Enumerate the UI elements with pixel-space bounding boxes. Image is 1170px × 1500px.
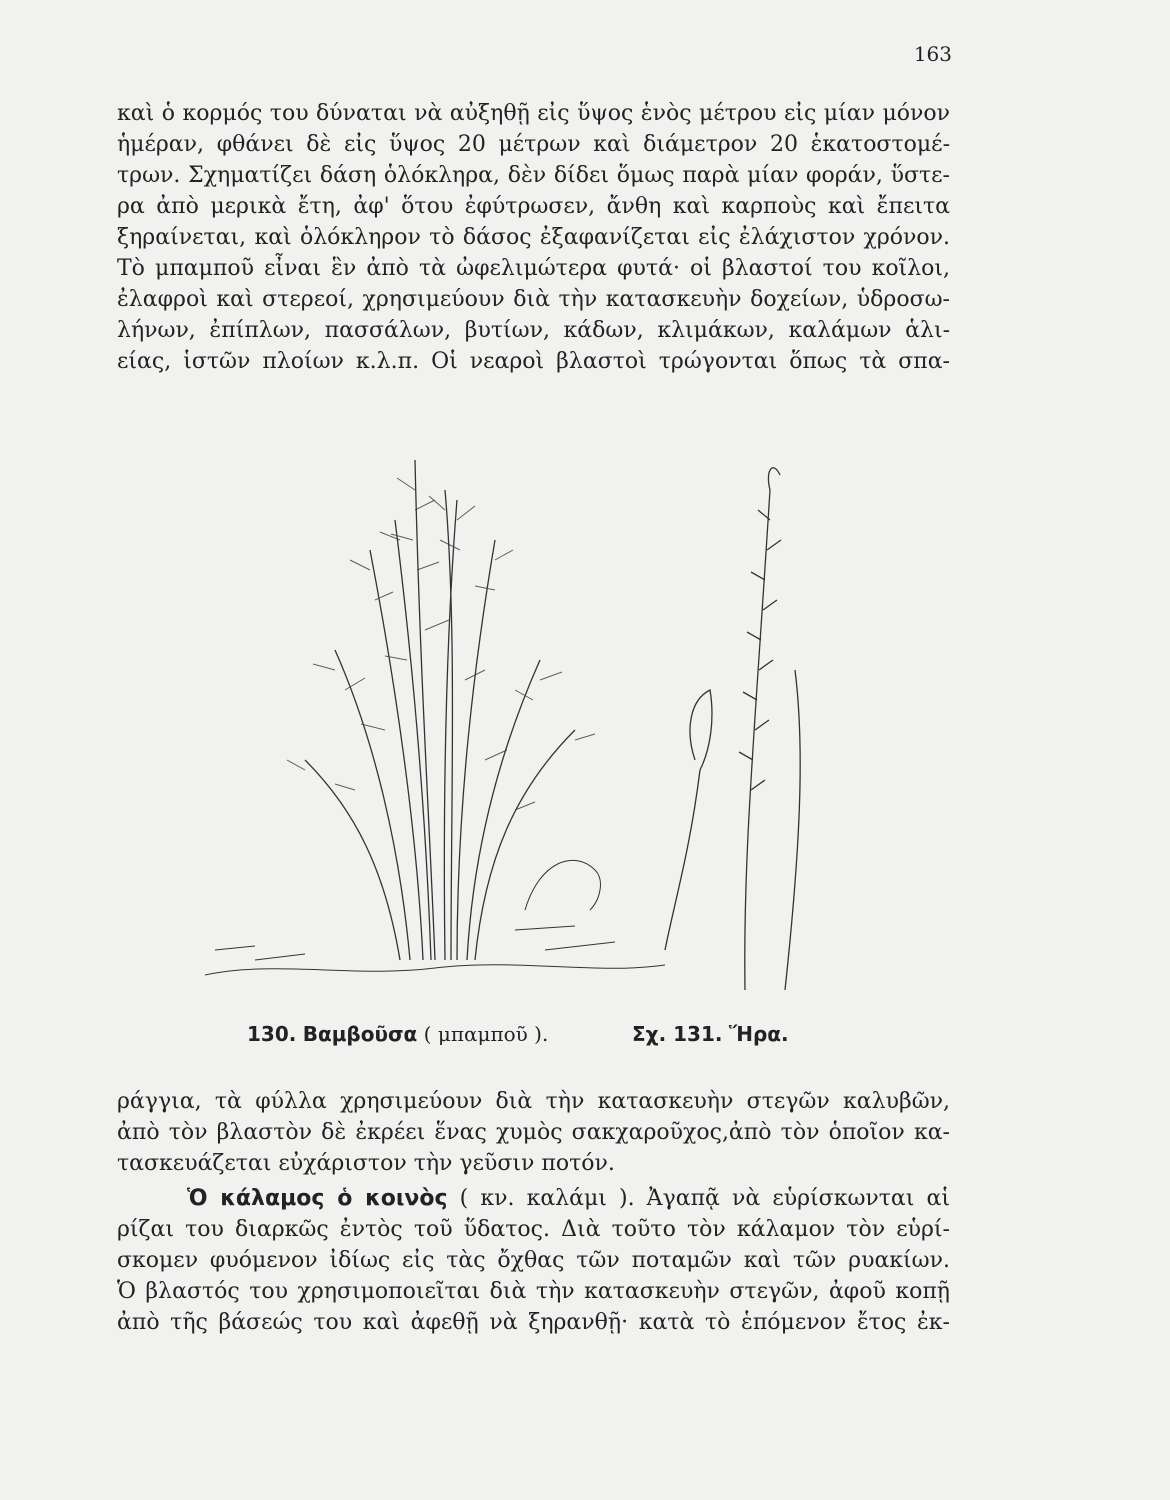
text-line: ἀπὸ τὸν βλαστὸν δὲ ἐκρέει ἕνας χυμὸς σακχαροῦχος,ἀπὸ τὸν ὁποῖον κα-: [117, 1120, 950, 1145]
figure-130-caption: [247, 1022, 548, 1046]
text-line: λήνων, ἐπίπλων, πασσάλων, βυτίων, κάδων, κλιμάκων, καλάμων ἁλι-: [117, 318, 950, 343]
text-line: ράγγια, τὰ φύλλα χρησιμεύουν διὰ τὴν κατασκευὴν στεγῶν καλυβῶν,: [117, 1089, 950, 1114]
figure-number: 130.: [247, 1022, 297, 1046]
figure-subtitle: ( μπαμποῦ ).: [423, 1022, 549, 1046]
text-line: Ὁ βλαστός του χρησιμοποιεῖται διὰ τὴν κατασκευὴν στεγῶν, ἀφοῦ κοπῇ: [117, 1279, 950, 1304]
figures: [195, 430, 835, 990]
text-line: ρα ἀπὸ μερικὰ ἔτη, ἀφ' ὅτου ἐφύτρωσεν, ἄνθη καὶ καρποὺς καὶ ἔπειτα: [117, 194, 950, 219]
bamboo-illustration: [195, 430, 835, 990]
figure-131-caption: [632, 1022, 789, 1046]
page-number: 163: [913, 42, 952, 66]
figure-title: Βαμβοῦσα: [302, 1022, 418, 1046]
text-line: ἡμέραν, φθάνει δὲ εἰς ὕψος 20 μέτρων καὶ διάμετρον 20 ἑκατοστομέ-: [117, 132, 950, 157]
text-line: [117, 1183, 950, 1214]
text-line: Τὸ μπαμποῦ εἶναι ἓν ἀπὸ τὰ ὠφελιμώτερα φυτά· οἱ βλαστοί του κοῖλοι,: [117, 256, 950, 281]
paragraph-bamboo: [117, 98, 950, 377]
text-line: καὶ ὁ κορμός του δύναται νὰ αὐξηθῇ εἰς ὕψος ἑνὸς μέτρου εἰς μίαν μόνον: [117, 101, 950, 126]
paragraph-reed: [117, 1183, 950, 1338]
figure-number: Σχ. 131.: [632, 1022, 723, 1046]
paragraph-bamboo-continued: [117, 1086, 950, 1179]
text-line: σκομεν φυόμενον ἰδίως εἰς τὰς ὄχθας τῶν ποταμῶν καὶ τῶν ρυακίων.: [117, 1248, 950, 1273]
reed-heading-rest: ( κν. καλάμι ). Ἀγαπᾷ νὰ εὑρίσκωνται αἱ: [447, 1186, 950, 1211]
text-line: είας, ἱστῶν πλοίων κ.λ.π. Οἱ νεαροὶ βλαστοὶ τρώγονται ὅπως τὰ σπα-: [117, 349, 950, 374]
figure-title: Ἥρα.: [728, 1022, 789, 1046]
reed-heading: Ὁ κάλαμος ὁ κοινὸς: [187, 1186, 448, 1211]
text-line: ἐλαφροὶ καὶ στερεοί, χρησιμεύουν διὰ τὴν κατασκευὴν δοχείων, ὑδροσω-: [117, 287, 950, 312]
text-line: ξηραίνεται, καὶ ὁλόκληρον τὸ δάσος ἐξαφανίζεται εἰς ἐλάχιστον χρόνον.: [117, 225, 950, 250]
text-line: τασκευάζεται εὐχάριστον τὴν γεῦσιν ποτόν.: [117, 1151, 615, 1176]
text-line: τρων. Σχηματίζει δάση ὁλόκληρα, δὲν δίδει ὅμως παρὰ μίαν φοράν, ὕστε-: [117, 163, 950, 188]
text-line: ρίζαι του διαρκῶς ἐντὸς τοῦ ὕδατος. Διὰ τοῦτο τὸν κάλαμον τὸν εὑρί-: [117, 1217, 950, 1242]
text-line: ἀπὸ τῆς βάσεώς του καὶ ἀφεθῇ νὰ ξηρανθῇ· κατὰ τὸ ἑπόμενον ἔτος ἐκ-: [117, 1310, 950, 1335]
